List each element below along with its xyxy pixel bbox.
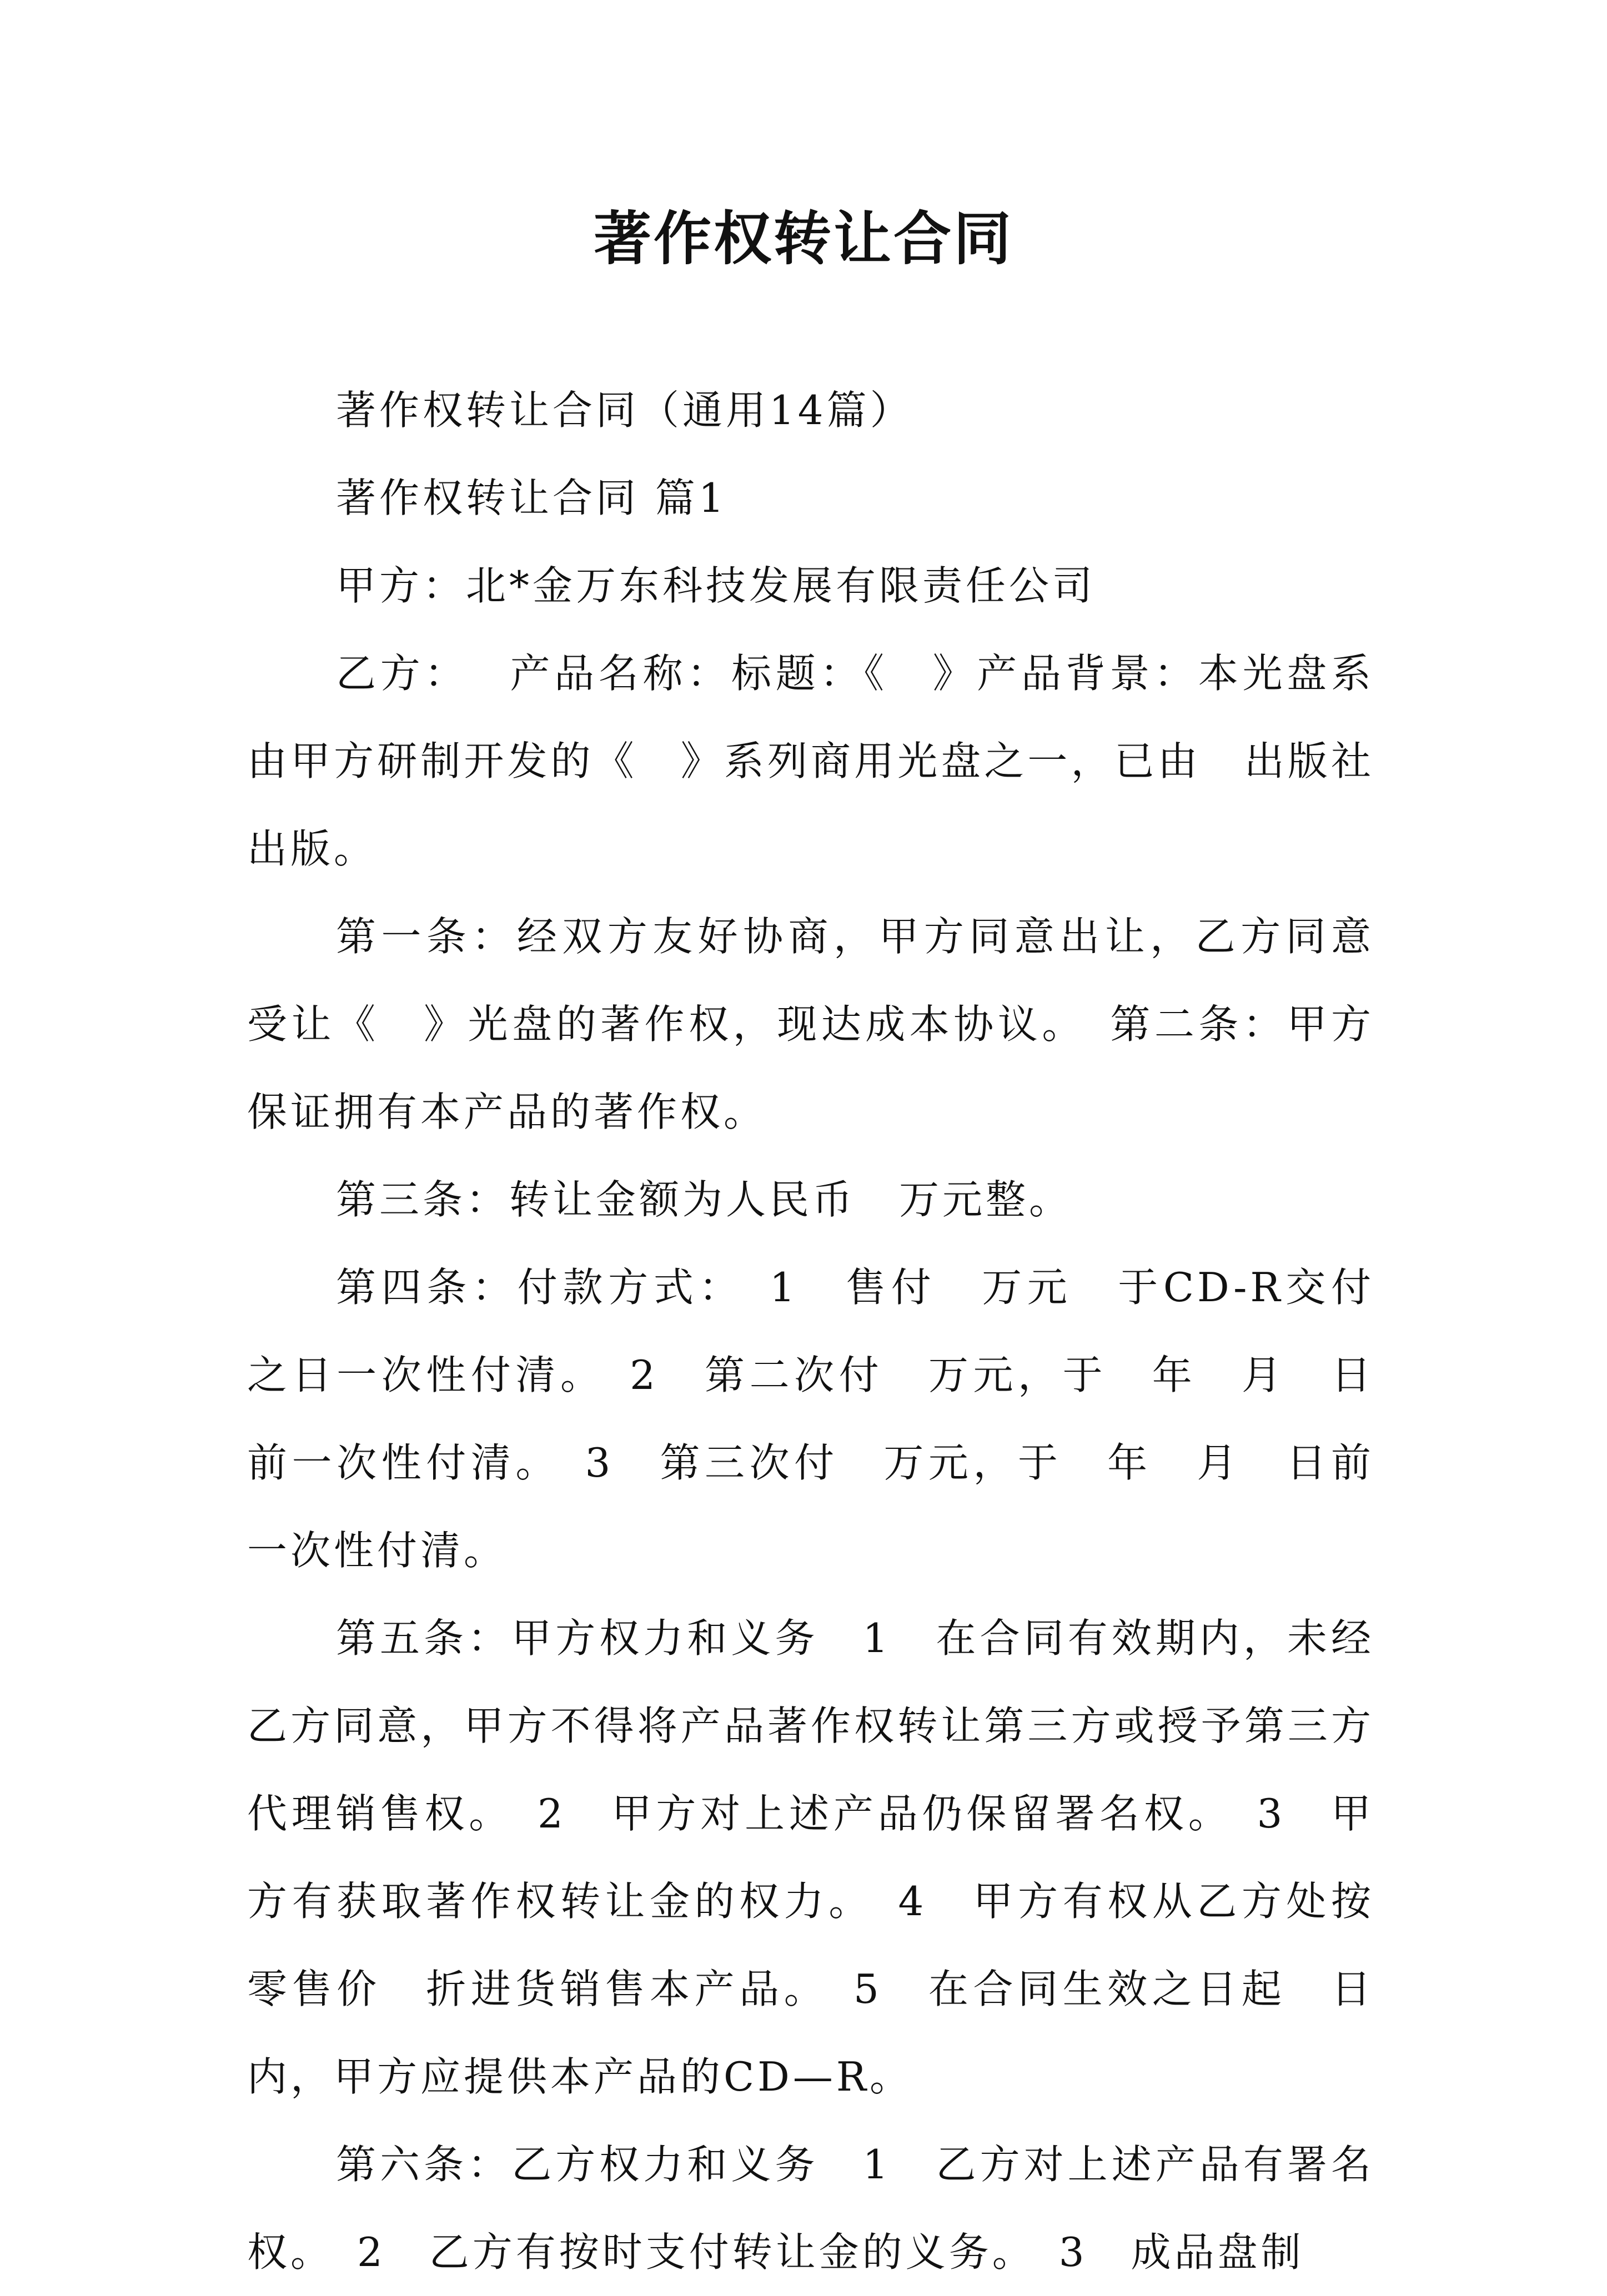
paragraph-section-heading: 著作权转让合同 篇1 — [336, 475, 727, 521]
paragraph-party-a: 甲方：北*金万东科技发展有限责任公司 — [336, 562, 1096, 609]
document-body — [247, 366, 1374, 2296]
document-title: 著作权转让合同 — [593, 205, 1013, 273]
paragraph-article-6: 第六条：乙方权力和义务 1 乙方对上述产品有署名权。 2 乙方有按时支付转让金的义务。 3 成品盘制 — [247, 2141, 1374, 2275]
paragraph-article-4: 第四条：付款方式： 1 售付 万元 于CD-R交付之日一次性付清。 2 第二次付 万元，于 年 月 日前一次性付清。 3 第三次付 万元，于 年 月 日前一次性付清。 — [247, 1264, 1374, 1574]
paragraph-party-b: 乙方： 产品名称：标题：《 》产品背景：本光盘系由甲方研制开发的《 》系列商用光盘之一，已由 出版社出版。 — [247, 650, 1374, 872]
paragraph-article-3: 第三条：转让金额为人民币 万元整。 — [336, 1176, 1073, 1223]
paragraph-subtitle: 著作权转让合同（通用14篇） — [336, 387, 913, 434]
paragraph-article-1-2: 第一条：经双方友好协商，甲方同意出让，乙方同意受让《 》光盘的著作权，现达成本协议。 第二条：甲方保证拥有本产品的著作权。 — [247, 913, 1374, 1135]
paragraph-article-5: 第五条：甲方权力和义务 1 在合同有效期内，未经乙方同意，甲方不得将产品著作权转让第三方或授予第三方代理销售权。 2 甲方对上述产品仍保留署名权。 3 甲方有获取著作权转让金的权力。 4 甲方有权从乙方处按零售价 折进货销售本产品。 5 在合同生效之日起 日内，甲方应提供本产品的CD—R。 — [247, 1615, 1374, 2100]
